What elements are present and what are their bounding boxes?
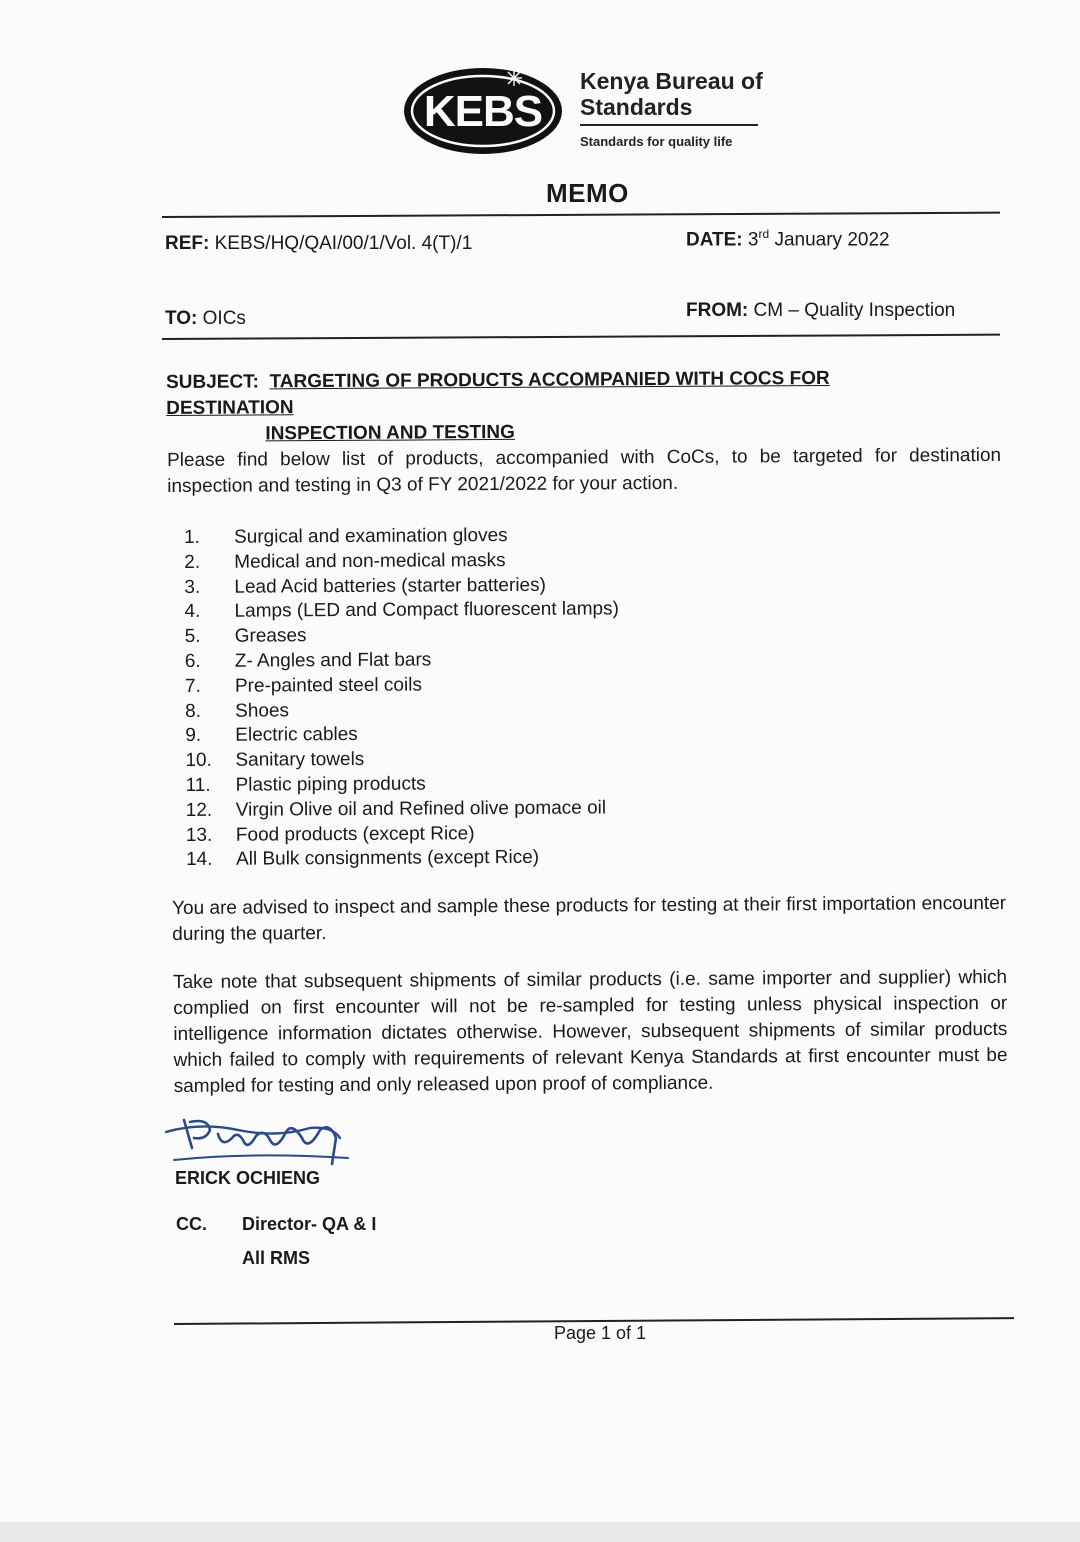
from-value: CM – Quality Inspection — [753, 300, 956, 321]
list-item: 1. Surgical and examination gloves — [184, 525, 508, 548]
header-divider — [162, 212, 1000, 218]
list-item: 2. Medical and non-medical masks — [184, 549, 506, 573]
to-label: TO: — [165, 308, 198, 329]
list-item: 9. Electric cables — [185, 724, 358, 747]
to-value: OICs — [202, 308, 246, 329]
advice-paragraph: You are advised to inspect and sample these products for testing at their first importation encounter during the quarter. — [172, 892, 1007, 945]
to-field — [165, 308, 246, 330]
ref-value: KEBS/HQ/QAI/00/1/Vol. 4(T)/1 — [214, 233, 473, 254]
note-paragraph: Take note that subsequent shipments of similar products (i.e. same importer and supplier) which complied on first encounter will not be re-sampled for testing unless physical inspection or intelligence information dictates otherwise. However, subsequent shipments of similar products which failed to comply with requirements of relevant Kenya Standards at first encounter must be sampled for testing and only released upon proof of compliance. — [173, 966, 1008, 1097]
org-tagline: Standards for quality life — [580, 134, 733, 149]
date-field — [686, 227, 890, 251]
subject-block — [166, 365, 926, 448]
list-item: 7. Pre-painted steel coils — [184, 674, 422, 697]
brand-divider — [580, 124, 758, 126]
date-suffix: rd — [758, 227, 770, 241]
org-name-line2: Standards — [580, 94, 693, 120]
subject-line2: INSPECTION AND TESTING — [265, 421, 515, 445]
cc-label: CC. — [176, 1214, 207, 1234]
list-item: 3. Lead Acid batteries (starter batteries) — [184, 574, 546, 598]
list-item: 6. Z- Angles and Flat bars — [184, 649, 432, 672]
logo-text: KEBS — [423, 87, 543, 136]
list-item: 10. Sanitary towels — [185, 749, 365, 772]
date-day: 3 — [747, 229, 759, 251]
list-item: 12. Virgin Olive oil and Refined olive pomace oil — [185, 797, 607, 821]
from-label: FROM: — [686, 300, 749, 321]
page-number: Page 1 of 1 — [554, 1323, 647, 1343]
list-item: 14. All Bulk consignments (except Rice) — [185, 847, 540, 871]
list-item: 11. Plastic piping products — [185, 773, 426, 796]
date-rest: January 2022 — [774, 229, 890, 251]
org-name-line1: Kenya Bureau of — [580, 68, 763, 94]
signer-name: ERICK OCHIENG — [175, 1168, 321, 1188]
date-label: DATE: — [686, 229, 743, 251]
signature-icon — [160, 1108, 360, 1172]
from-field — [686, 300, 955, 322]
intro-paragraph: Please find below list of products, accompanied with CoCs, to be targeted for destination inspection and testing in Q3 of FY 2021/2022 for your action. — [167, 444, 1002, 497]
meta-divider — [162, 334, 1000, 340]
product-list — [184, 523, 726, 873]
cc-item-director: Director- QA & I — [242, 1214, 377, 1234]
subject-label: SUBJECT: — [166, 371, 260, 393]
list-item: 8. Shoes — [185, 699, 290, 722]
brand-block — [580, 68, 763, 149]
kebs-logo — [402, 66, 564, 156]
list-item: 5. Greases — [184, 625, 307, 648]
ref-label: REF: — [165, 233, 210, 254]
list-item: 4. Lamps (LED and Compact fluorescent lamps) — [184, 598, 619, 623]
star-icon — [506, 70, 522, 86]
memo-title: MEMO — [546, 178, 629, 208]
ref-field — [165, 233, 472, 255]
list-item: 13. Food products (except Rice) — [185, 822, 475, 846]
subject-line1: TARGETING OF PRODUCTS ACCOMPANIED WITH COCS FOR DESTINATION — [166, 367, 830, 419]
cc-item-rms: All RMS — [242, 1248, 311, 1268]
